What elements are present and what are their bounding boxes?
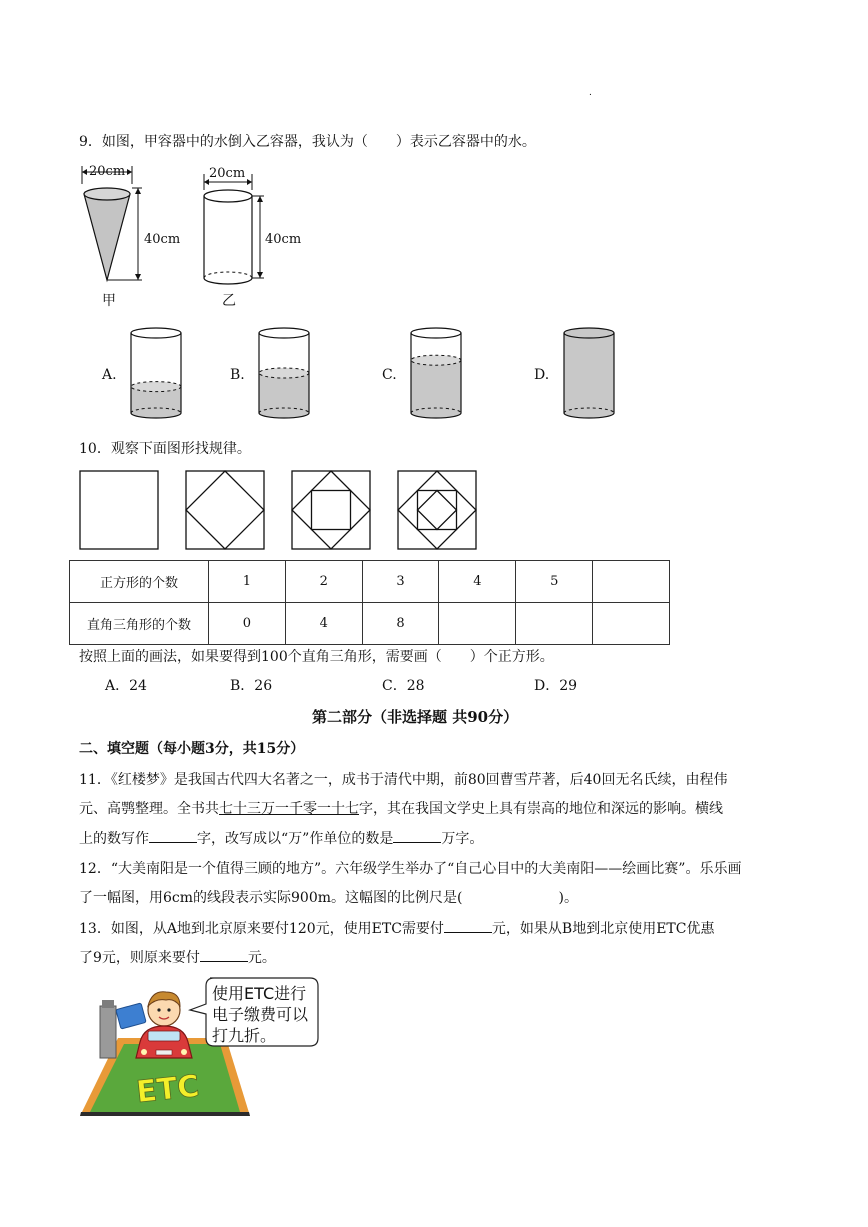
water-surface <box>259 368 309 378</box>
q12-line2-b: )。 <box>558 890 578 906</box>
water-surface <box>411 355 461 365</box>
cone-name: 甲 <box>102 293 116 309</box>
q11-line3-b: 字，改写成以“万”作单位的数是 <box>197 831 394 847</box>
table-cell: 8 <box>362 603 439 645</box>
q11-blank-2[interactable] <box>393 828 441 843</box>
cylinder-height-label: 40cm <box>265 232 302 247</box>
q13-line2 <box>79 947 276 968</box>
toll-booth <box>100 1006 116 1058</box>
q10-question: 按照上面的画法，如果要得到100个直角三角形，需要画（ ）个正方形。 <box>79 649 554 665</box>
cylinder-top <box>411 328 461 338</box>
q12-line2-a: 了一幅图，用6cm的线段表示实际900m。这幅图的比例尺是( <box>79 890 463 906</box>
q10-choice-d[interactable]: D．29 <box>534 678 578 694</box>
table-header-triangles: 直角三角形的个数 <box>70 603 209 645</box>
cylinder-top <box>131 328 181 338</box>
q11-line3-a: 上的数写作 <box>79 831 149 847</box>
table-cell: 0 <box>209 603 286 645</box>
q10-choice-a[interactable]: A．24 <box>105 678 147 694</box>
table-cell: 4 <box>439 561 516 603</box>
pattern-figure-4 <box>397 470 479 550</box>
bubble-line-1: 使用ETC进行 <box>212 984 307 1003</box>
q9-stem: 9．如图，甲容器中的水倒入乙容器，我认为（ ）表示乙容器中的水。 <box>79 134 536 150</box>
q11-underlined-number: 七十三万一千零一十七 <box>219 801 359 817</box>
part2-title: 第二部分（非选择题 共90分） <box>312 708 519 726</box>
q13-line2-b: 元。 <box>247 950 276 966</box>
option-a-cylinder[interactable] <box>128 325 184 425</box>
option-d-label[interactable]: D. <box>534 367 550 383</box>
q12-line2 <box>79 888 578 908</box>
q10-choice-c[interactable]: C．28 <box>382 678 425 694</box>
q11-blank-1[interactable] <box>149 828 197 843</box>
cone-width-label: 20cm <box>89 164 126 179</box>
water-surface <box>131 382 181 392</box>
table-cell: 5 <box>516 561 593 603</box>
q10-stem: 10．观察下面图形找规律。 <box>79 441 251 457</box>
q13-blank-2[interactable] <box>200 947 248 962</box>
option-c-cylinder[interactable] <box>408 325 464 425</box>
q13-blank-1[interactable] <box>444 918 492 933</box>
cylinder-top <box>564 328 614 338</box>
cylinder-top <box>259 328 309 338</box>
q13-line1-b: 元，如果从B地到北京使用ETC优惠 <box>491 921 715 937</box>
option-b-cylinder[interactable] <box>256 325 312 425</box>
section2-title: 二、填空题（每小题3分，共15分） <box>79 741 305 757</box>
pattern-figure-2 <box>185 470 267 550</box>
pattern-table <box>69 560 670 645</box>
bubble-line-2: 电子缴费可以 <box>212 1005 309 1024</box>
table-cell-blank[interactable] <box>439 603 516 645</box>
table-row-triangles <box>70 603 670 645</box>
q10-choice-b[interactable]: B．26 <box>230 678 273 694</box>
q11-line3 <box>79 828 483 849</box>
table-cell: 1 <box>209 561 286 603</box>
q13-line1-a: 13．如图，从A地到北京原来要付120元，使用ETC需要付 <box>79 921 444 937</box>
table-cell-blank[interactable] <box>593 603 670 645</box>
pattern-figure-3 <box>291 470 373 550</box>
cylinder-width-label: 20cm <box>209 166 246 181</box>
q11-line3-c: 万字。 <box>441 831 484 847</box>
q12-line1: 12．“大美南阳是一个值得三顾的地方”。六年级学生举办了“自己心目中的大美南阳——绘画比赛”。乐乐画 <box>79 861 742 877</box>
table-cell: 4 <box>285 603 362 645</box>
bubble-text <box>212 983 308 1046</box>
option-d-cylinder[interactable] <box>561 325 617 425</box>
cone-height-label: 40cm <box>144 232 181 247</box>
table-cell-blank[interactable] <box>593 561 670 603</box>
q11-line1: 11．《红楼梦》是我国古代四大名著之一，成书于清代中期，前80回曹雪芹著，后40回无名氏续，由程伟 <box>79 772 728 788</box>
table-row-squares <box>70 561 670 603</box>
q13-line1 <box>79 918 714 939</box>
corner-mark: . <box>589 88 592 98</box>
q11-line2-a: 元、高鹗整理。全书共 <box>79 801 219 817</box>
table-header-squares: 正方形的个数 <box>70 561 209 603</box>
table-cell: 3 <box>362 561 439 603</box>
q11-line2 <box>79 799 723 819</box>
option-b-label[interactable]: B. <box>230 367 245 383</box>
cylinder-name: 乙 <box>222 293 236 309</box>
water-fill <box>259 373 309 418</box>
bubble-line-3: 打九折。 <box>212 1026 277 1045</box>
road-etc-text: ETC <box>134 1068 201 1111</box>
option-c-label[interactable]: C. <box>382 367 397 383</box>
etc-card-icon <box>116 1003 146 1029</box>
option-a-label[interactable]: A. <box>102 367 117 383</box>
q13-line2-a: 了9元，则原来要付 <box>79 950 200 966</box>
q11-line2-b: 字，其在我国文学史上具有崇高的地位和深远的影响。横线 <box>359 801 723 817</box>
pattern-figure-1 <box>79 470 161 550</box>
table-cell: 2 <box>285 561 362 603</box>
table-cell-blank[interactable] <box>516 603 593 645</box>
water-fill <box>564 333 614 418</box>
